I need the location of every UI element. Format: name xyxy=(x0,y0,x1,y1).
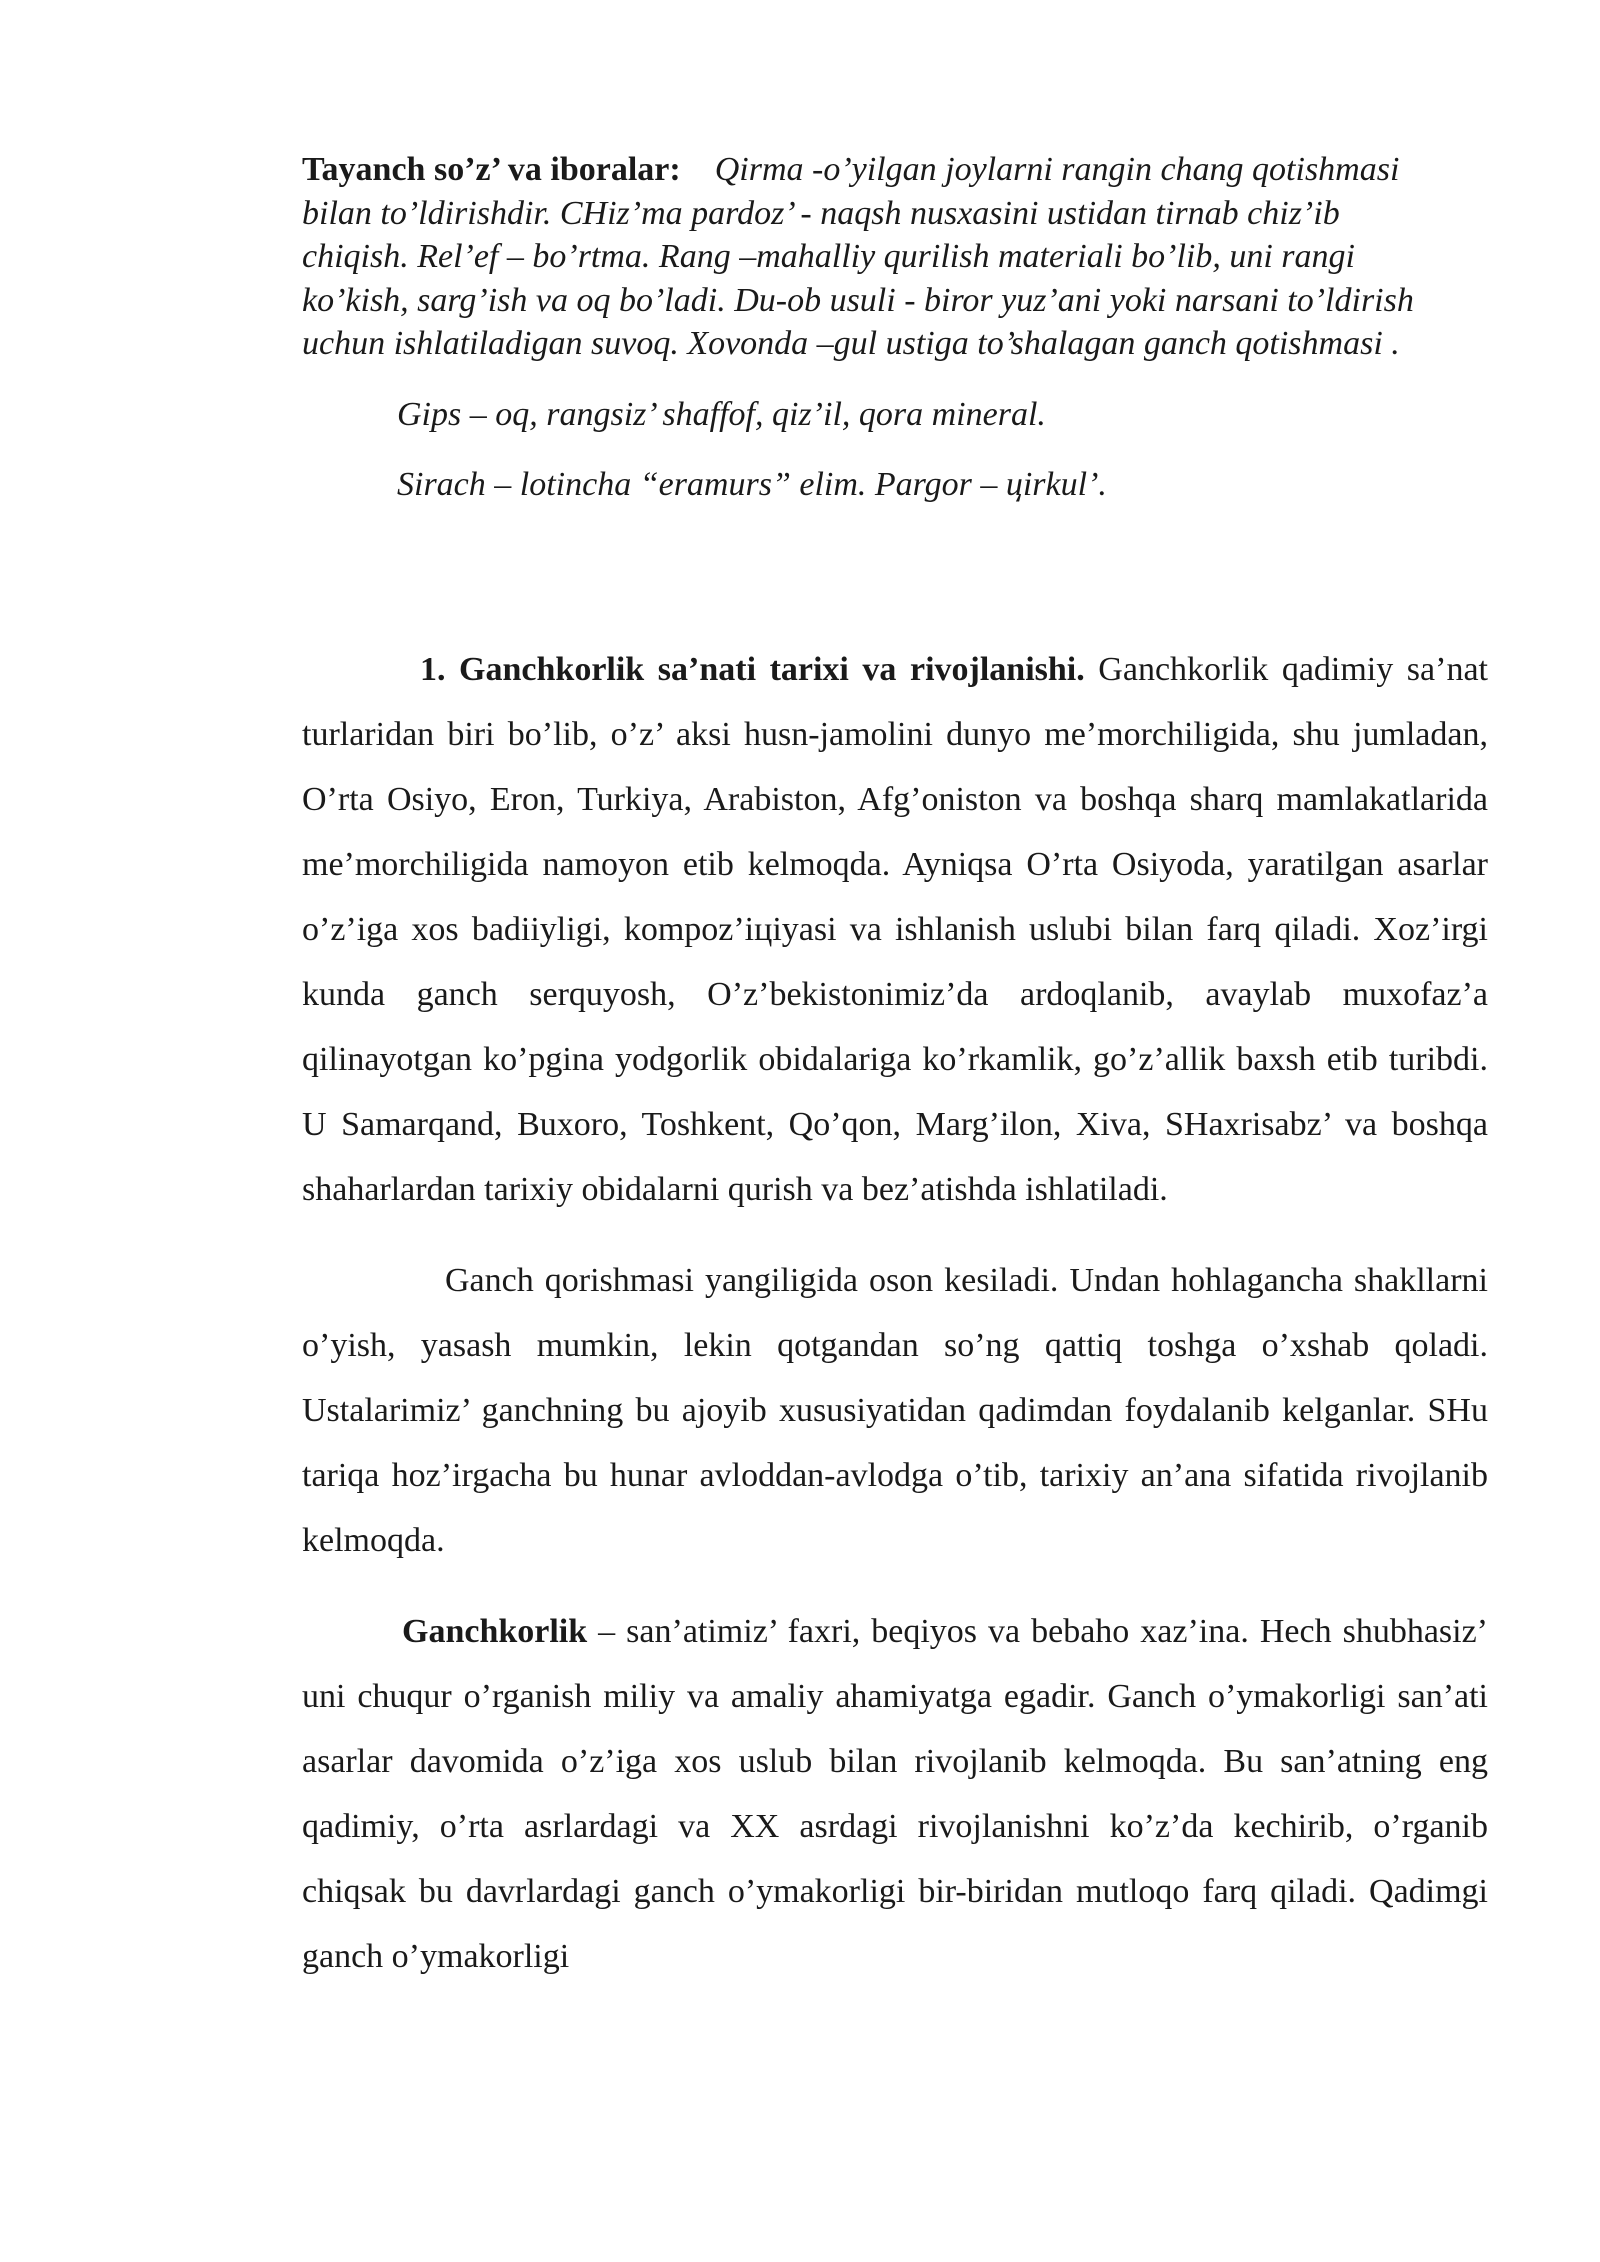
document-page xyxy=(302,148,1488,1989)
definition-gips: Gips – oq, rangsiz’ shaffof, qiz’il, qora mineral. xyxy=(397,395,1046,433)
paragraph-3-text: – san’atimiz’ faxri, beqiyos va bebaho xaz’ina. Hech shubhasiz’ uni chuqur o’rganish miliy va amaliy ahamiyatga egadir. Ganch o’ymakorligi san’ati asarlar davomida o’z’iga xos uslub bilan rivojlanib kelmoqda. Bu san’atning eng qadimiy, o’rta asrlardagi va XX asrdagi rivojlanishni ko’z’da kechirib, o’rganib chiqsak bu davrlardagi ganch o’ymakorligi bir-biridan mutloqo farq qiladi. Qadimgi ganch o’ymakorligi xyxy=(302,1612,1488,1975)
section-1-paragraph xyxy=(302,637,1488,1222)
paragraph-3 xyxy=(302,1599,1488,1989)
paragraph-3-term: Ganchkorlik xyxy=(402,1612,588,1650)
section-1-text: Ganchkorlik qadimiy sa’nat turlaridan biri bo’lib, o’z’ aksi husn-jamolini dunyo me’morchiligida, shu jumladan, O’rta Osiyo, Eron, Turkiya, Arabiston, Afg’oniston va boshqa sharq mamlakatlarida me’morchiligida namoyon etib kelmoqda. Ayniqsa O’rta Osiyoda, yaratilgan asarlar o’z’iga xos badiiyligi, kompoz’iцiyasi va ishlanish uslubi bilan farq qiladi. Xoz’irgi kunda ganch serquyosh, O’z’bekistonimiz’da ardoqlanib, avaylab muxofaz’a qilinayotgan ko’pgina yodgorlik obidalariga ko’rkamlik, go’z’allik baxsh etib turibdi. U Samarqand, Buxoro, Toshkent, Qo’qon, Marg’ilon, Xiva, SHaxrisabz’ va boshqa shaharlardan tarixiy obidalarni qurish va bez’atishda ishlatiladi. xyxy=(302,650,1488,1208)
keywords-paragraph xyxy=(302,148,1452,366)
paragraph-2: Ganch qorishmasi yangiligida oson kesiladi. Undan hohlagancha shakllarni o’yish, yasash mumkin, lekin qotgandan so’ng qattiq toshga o’xshab qoladi. Ustalarimiz’ ganchning bu ajoyib xususiyatidan qadimdan foydalanib kelganlar. SHu tariqa hoz’irgacha bu hunar avloddan-avlodga o’tib, tarixiy an’ana sifatida rivojlanib kelmoqda. xyxy=(302,1261,1488,1559)
definition-sirach: Sirach – lotincha “eramurs” elim. Pargor – цirkul’. xyxy=(397,465,1107,503)
keywords-heading: Tayanch so’z’ va iboralar: xyxy=(302,151,681,188)
keywords-text: Qirma -o’yilgan joylarni rangin chang qotishmasi bilan to’ldirishdir. CHiz’ma pardoz’ - naqsh nusxasini ustidan tirnab chiz’ib chiqish. Rel’ef – bo’rtma. Rang –mahalliy qurilish materiali bo’lib, uni rangi ko’kish, sarg’ish va oq bo’ladi. Du-ob usuli - biror yuz’ani yoki narsani to’ldirish uchun ishlatiladigan suvoq. Xovonda –gul ustiga to’shalagan ganch qotishmasi . xyxy=(302,151,1414,362)
section-1-heading: 1. Ganchkorlik sa’nati tarixi va rivojlanishi. xyxy=(420,650,1085,688)
